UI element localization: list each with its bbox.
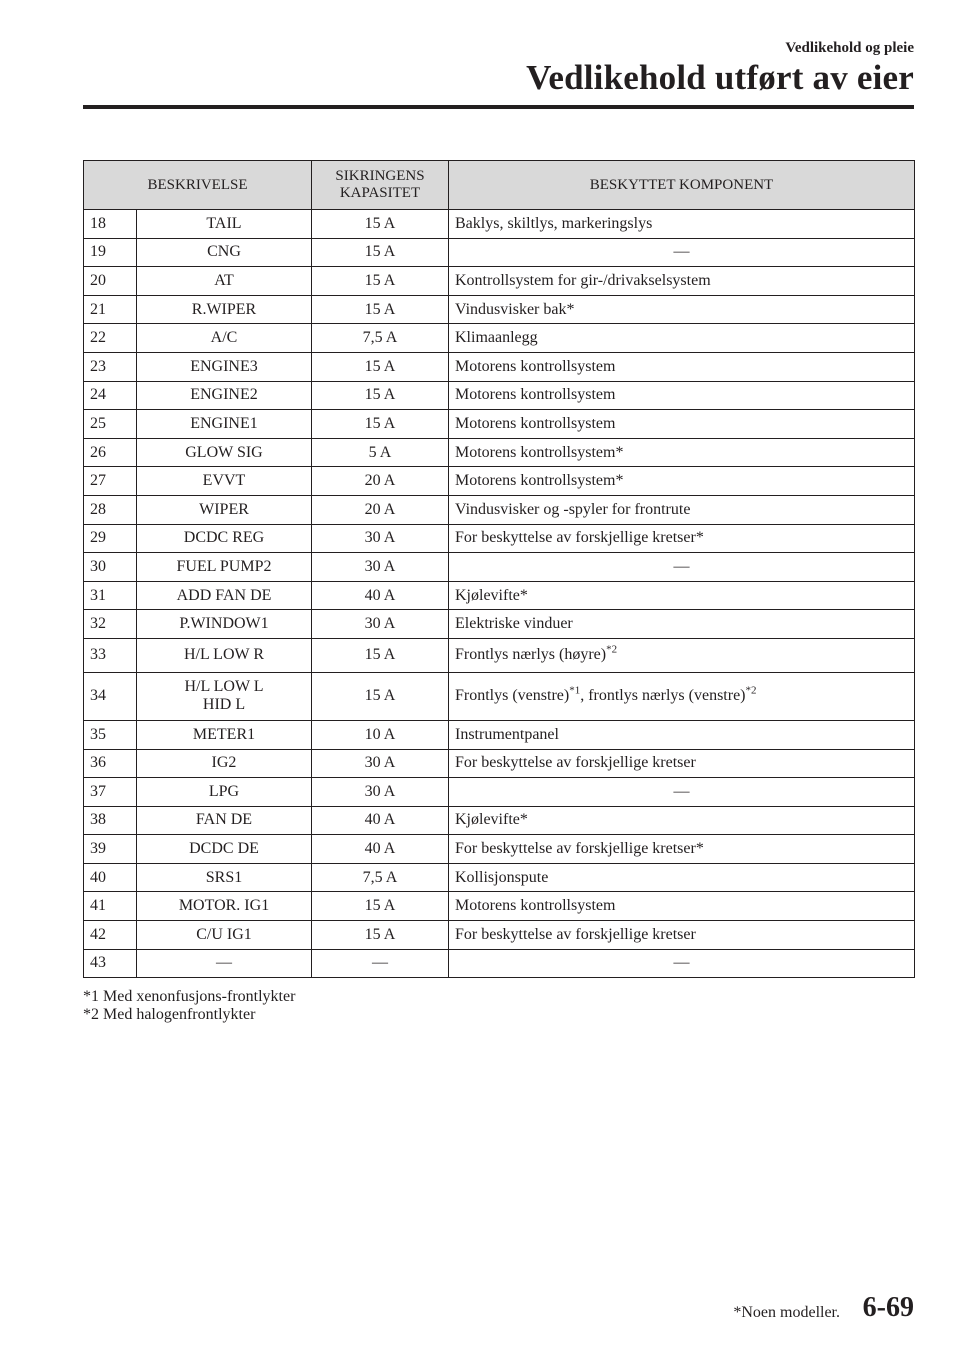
- table-row: [84, 467, 915, 496]
- fuse-capacity: 15 A: [312, 352, 449, 381]
- fuse-name: H/L LOW R: [137, 638, 312, 672]
- fuse-name: FAN DE: [137, 806, 312, 835]
- fuse-component: —: [449, 949, 915, 978]
- fuse-capacity: 15 A: [312, 381, 449, 410]
- fuse-capacity: 7,5 A: [312, 863, 449, 892]
- table-row: [84, 553, 915, 582]
- fuse-name: C/U IG1: [137, 921, 312, 950]
- table-row: [84, 410, 915, 439]
- fuse-number: 18: [84, 210, 137, 239]
- header-rule: [83, 105, 914, 109]
- fuse-capacity: 30 A: [312, 778, 449, 807]
- fuse-number: 33: [84, 638, 137, 672]
- fuse-name: [137, 672, 312, 720]
- table-row: [84, 610, 915, 639]
- fuse-capacity: 30 A: [312, 749, 449, 778]
- fuse-component: —: [449, 238, 915, 267]
- fuse-component: —: [449, 553, 915, 582]
- fuse-number: 22: [84, 324, 137, 353]
- footnote-ref: *2: [606, 644, 618, 657]
- fuse-component: Motorens kontrollsystem*: [449, 467, 915, 496]
- fuse-number: 24: [84, 381, 137, 410]
- fuse-number: 38: [84, 806, 137, 835]
- fuse-name: LPG: [137, 778, 312, 807]
- fuse-name: SRS1: [137, 863, 312, 892]
- fuse-component: For beskyttelse av forskjellige kretser*: [449, 524, 915, 553]
- table-row: [84, 381, 915, 410]
- table-row: [84, 749, 915, 778]
- fuse-number: 34: [84, 672, 137, 720]
- header-capacity-line1: SIKRINGENS: [335, 168, 425, 184]
- fuse-number: 28: [84, 495, 137, 524]
- table-row: [84, 352, 915, 381]
- footnote-1: *1 Med xenonfusjons-frontlykter: [83, 988, 296, 1005]
- fuse-name: A/C: [137, 324, 312, 353]
- table-row: [84, 921, 915, 950]
- fuse-component: For beskyttelse av forskjellige kretser*: [449, 835, 915, 864]
- fuse-capacity: —: [312, 949, 449, 978]
- page-number: 6-69: [862, 1292, 914, 1323]
- fuse-capacity: 7,5 A: [312, 324, 449, 353]
- fuse-name: METER1: [137, 720, 312, 749]
- fuse-capacity: 15 A: [312, 892, 449, 921]
- table-row: [84, 949, 915, 978]
- fuse-capacity: 30 A: [312, 610, 449, 639]
- table-row: [84, 495, 915, 524]
- fuse-component: Elektriske vinduer: [449, 610, 915, 639]
- fuse-number: 31: [84, 581, 137, 610]
- fuse-name-line2: HID L: [202, 696, 246, 714]
- fuse-name: FUEL PUMP2: [137, 553, 312, 582]
- table-header-row: [84, 161, 915, 210]
- fuse-capacity: 30 A: [312, 524, 449, 553]
- fuse-table: [83, 160, 915, 978]
- fuse-number: 42: [84, 921, 137, 950]
- fuse-component: Motorens kontrollsystem: [449, 381, 915, 410]
- header-description: BESKRIVELSE: [84, 161, 312, 210]
- component-text-part1: Frontlys (venstre): [455, 687, 570, 705]
- fuse-capacity: 40 A: [312, 806, 449, 835]
- fuse-component: For beskyttelse av forskjellige kretser: [449, 921, 915, 950]
- fuse-number: 35: [84, 720, 137, 749]
- fuse-component: Motorens kontrollsystem: [449, 352, 915, 381]
- table-row: [84, 892, 915, 921]
- fuse-component: Motorens kontrollsystem: [449, 892, 915, 921]
- table-row: [84, 324, 915, 353]
- table-row: [84, 835, 915, 864]
- footnote-ref: *1: [569, 685, 581, 698]
- fuse-capacity: 15 A: [312, 210, 449, 239]
- table-row: [84, 210, 915, 239]
- header-capacity-line2: KAPASITET: [339, 185, 421, 201]
- fuse-capacity: 20 A: [312, 467, 449, 496]
- fuse-name-line1: H/L LOW L: [184, 678, 264, 696]
- fuse-name: ENGINE3: [137, 352, 312, 381]
- fuse-name: WIPER: [137, 495, 312, 524]
- fuse-name: GLOW SIG: [137, 438, 312, 467]
- fuse-component: —: [449, 778, 915, 807]
- table-row: [84, 806, 915, 835]
- fuse-number: 37: [84, 778, 137, 807]
- fuse-capacity: 15 A: [312, 638, 449, 672]
- fuse-component: Baklys, skiltlys, markeringslys: [449, 210, 915, 239]
- fuse-name: P.WINDOW1: [137, 610, 312, 639]
- fuse-name: DCDC REG: [137, 524, 312, 553]
- fuse-capacity: 15 A: [312, 238, 449, 267]
- component-text: Frontlys nærlys (høyre): [455, 646, 607, 664]
- fuse-number: 32: [84, 610, 137, 639]
- fuse-name: ENGINE2: [137, 381, 312, 410]
- fuse-name: ADD FAN DE: [137, 581, 312, 610]
- table-row: [84, 720, 915, 749]
- fuse-capacity: 15 A: [312, 921, 449, 950]
- fuse-number: 25: [84, 410, 137, 439]
- fuse-capacity: 5 A: [312, 438, 449, 467]
- table-row: [84, 238, 915, 267]
- component-text-part2: , frontlys nærlys (venstre): [580, 687, 746, 705]
- fuse-number: 36: [84, 749, 137, 778]
- fuse-component: Kontrollsystem for gir-/drivakselsystem: [449, 267, 915, 296]
- fuse-name: —: [137, 949, 312, 978]
- fuse-number: 30: [84, 553, 137, 582]
- fuse-component: Motorens kontrollsystem: [449, 410, 915, 439]
- table-body-special: [84, 638, 915, 720]
- fuse-component: Klimaanlegg: [449, 324, 915, 353]
- header-component: BESKYTTET KOMPONENT: [449, 161, 915, 210]
- table-row: [84, 638, 915, 672]
- footnote-ref: *2: [745, 685, 757, 698]
- fuse-number: 20: [84, 267, 137, 296]
- fuse-component: Instrumentpanel: [449, 720, 915, 749]
- table-row: [84, 863, 915, 892]
- fuse-component: Kjølevifte*: [449, 581, 915, 610]
- fuse-number: 27: [84, 467, 137, 496]
- fuse-component: Kollisjonspute: [449, 863, 915, 892]
- fuse-number: 29: [84, 524, 137, 553]
- fuse-capacity: 15 A: [312, 672, 449, 720]
- table-row: [84, 778, 915, 807]
- fuse-number: 23: [84, 352, 137, 381]
- fuse-component: Motorens kontrollsystem*: [449, 438, 915, 467]
- fuse-component: Kjølevifte*: [449, 806, 915, 835]
- table-row: [84, 267, 915, 296]
- fuse-name: ENGINE1: [137, 410, 312, 439]
- fuse-component: Vindusvisker bak*: [449, 295, 915, 324]
- fuse-capacity: 20 A: [312, 495, 449, 524]
- table-row: [84, 581, 915, 610]
- footnotes: [83, 988, 295, 1024]
- table-row: [84, 295, 915, 324]
- fuse-name: AT: [137, 267, 312, 296]
- table-row: [84, 524, 915, 553]
- table-row: [84, 672, 915, 720]
- header-capacity: [312, 161, 449, 210]
- fuse-number: 39: [84, 835, 137, 864]
- fuse-component: Vindusvisker og -spyler for frontrute: [449, 495, 915, 524]
- table-body-b: [84, 720, 915, 977]
- fuse-number: 19: [84, 238, 137, 267]
- fuse-capacity: 30 A: [312, 553, 449, 582]
- footnote-2: *2 Med halogenfrontlykter: [83, 1006, 256, 1023]
- fuse-capacity: 15 A: [312, 410, 449, 439]
- fuse-number: 41: [84, 892, 137, 921]
- fuse-number: 21: [84, 295, 137, 324]
- fuse-capacity: 40 A: [312, 581, 449, 610]
- fuse-capacity: 15 A: [312, 295, 449, 324]
- fuse-capacity: 10 A: [312, 720, 449, 749]
- table-body-a: [84, 210, 915, 639]
- fuse-number: 43: [84, 949, 137, 978]
- fuse-number: 26: [84, 438, 137, 467]
- fuse-component: [449, 638, 915, 672]
- table-row: [84, 438, 915, 467]
- fuse-number: 40: [84, 863, 137, 892]
- section-label: Vedlikehold og pleie: [785, 40, 914, 56]
- fuse-name: EVVT: [137, 467, 312, 496]
- fuse-capacity: 15 A: [312, 267, 449, 296]
- fuse-name: IG2: [137, 749, 312, 778]
- fuse-name: TAIL: [137, 210, 312, 239]
- fuse-name: R.WIPER: [137, 295, 312, 324]
- page-title: Vedlikehold utført av eier: [526, 58, 914, 97]
- fuse-name: MOTOR. IG1: [137, 892, 312, 921]
- fuse-name: DCDC DE: [137, 835, 312, 864]
- fuse-component: [449, 672, 915, 720]
- fuse-component: For beskyttelse av forskjellige kretser: [449, 749, 915, 778]
- footer-note: *Noen modeller.: [733, 1304, 840, 1321]
- fuse-capacity: 40 A: [312, 835, 449, 864]
- fuse-name: CNG: [137, 238, 312, 267]
